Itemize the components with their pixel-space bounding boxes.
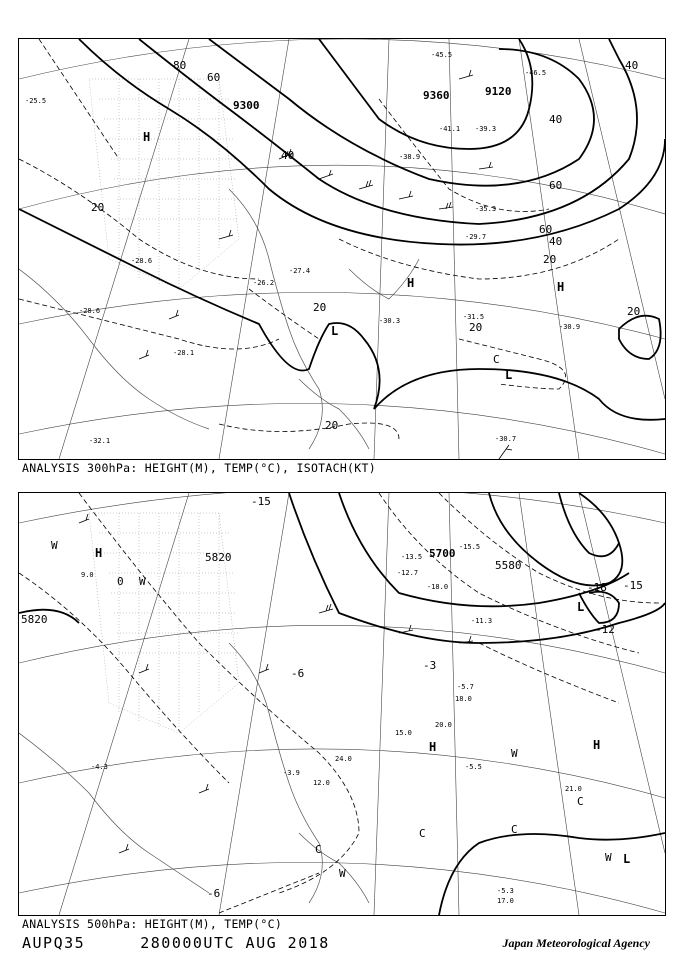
cold-center: C [511, 823, 518, 836]
cold-center: C [577, 795, 584, 808]
cold-center: C [493, 353, 500, 366]
stipple-area [89, 79, 239, 289]
latitude-grid [19, 493, 665, 913]
temp-value: -28.1 [173, 349, 195, 357]
contour-value: 20 [313, 301, 327, 314]
temperature-contours [19, 493, 659, 913]
station-value: 15.0 [395, 729, 412, 737]
temp-value: -28.6 [79, 307, 101, 315]
temp-contour-label: -6 [207, 887, 221, 900]
map-500hpa [18, 492, 666, 916]
temp-value: -25.5 [25, 97, 47, 105]
warm-center: W [139, 575, 146, 588]
low-center: L [623, 852, 631, 866]
temp-contour-label: -12 [595, 623, 615, 636]
isotach-label: 80 [173, 59, 187, 72]
isotach-label: 40 [625, 59, 639, 72]
station-value: -5.7 [457, 683, 474, 691]
station-value: 24.0 [335, 755, 352, 763]
isotach-label: 40 [549, 113, 563, 126]
high-center: H [95, 546, 103, 560]
high-center: H [143, 130, 151, 144]
station-value: 18.0 [455, 695, 472, 703]
low-center: L [505, 368, 513, 382]
station-value: -11.3 [471, 617, 493, 625]
temp-value: -26.2 [253, 279, 275, 287]
chart-id-footer [22, 934, 330, 952]
chart-code: AUPQ35 [22, 934, 86, 952]
height-label-5700: 5700 [429, 547, 456, 560]
height-label-5820: 5820 [21, 613, 48, 626]
high-center: H [407, 276, 415, 290]
isotach-label: 40 [549, 235, 563, 248]
height-label-5820: 5820 [205, 551, 232, 564]
temp-value: -30.9 [559, 323, 581, 331]
high-center: H [593, 738, 601, 752]
low-center: L [331, 324, 339, 338]
station-value: 21.0 [565, 785, 582, 793]
height-label-9120: 9120 [485, 85, 512, 98]
isotach-label: 40 [281, 149, 295, 162]
warm-center: W [339, 867, 346, 880]
temp-value: -28.6 [131, 257, 153, 265]
low-center: L [577, 600, 585, 614]
temp-value: -38.9 [399, 153, 421, 161]
height-contours [19, 493, 665, 915]
height-contours [19, 39, 665, 420]
high-center: H [429, 740, 437, 754]
longitude-grid [59, 493, 665, 915]
temp-contour-label: -18 [587, 581, 607, 594]
station-value: -3.9 [283, 769, 300, 777]
longitude-grid [59, 39, 665, 459]
temp-value: -39.3 [475, 125, 497, 133]
height-label-9360: 9360 [423, 89, 450, 102]
isotach-label: 20 [543, 253, 557, 266]
station-value: -12.7 [397, 569, 419, 577]
stipple-area [89, 513, 239, 733]
isotach-label: 20 [91, 201, 105, 214]
temp-value: -27.4 [289, 267, 311, 275]
temp-value: -30.7 [495, 435, 517, 443]
station-value: -5.5 [465, 763, 482, 771]
agency-name: Japan Meteorological Agency [502, 936, 650, 950]
warm-center: W [51, 539, 58, 552]
station-value: -13.5 [401, 553, 423, 561]
caption-500hpa: ANALYSIS 500hPa: HEIGHT(M), TEMP(°C) [22, 917, 283, 931]
cold-center: C [419, 827, 426, 840]
height-label-9300: 9300 [233, 99, 260, 112]
isotach-label: 60 [539, 223, 553, 236]
temp-contour-label: -3 [423, 659, 437, 672]
contour-value: 20 [469, 321, 483, 334]
station-value: -15.5 [459, 543, 481, 551]
temp-value: -41.1 [439, 125, 461, 133]
temp-value: -45.5 [431, 51, 453, 59]
cold-center: C [315, 843, 322, 856]
station-value: 20.0 [435, 721, 452, 729]
coastlines [19, 189, 419, 449]
contour-value: 20 [325, 419, 339, 432]
temp-value: -46.5 [525, 69, 547, 77]
isotach-label: 60 [207, 71, 221, 84]
isotach-label: 20 [627, 305, 641, 318]
map-300hpa [18, 38, 666, 460]
temp-contour-label: -15 [251, 495, 271, 508]
isotach-label: 60 [549, 179, 563, 192]
coastlines [19, 643, 369, 903]
station-value: 12.0 [313, 779, 330, 787]
temp-contour-label: -15 [623, 579, 643, 592]
high-center: H [557, 280, 565, 294]
temp-value: -35.3 [475, 205, 497, 213]
station-value: -4.3 [91, 763, 108, 771]
temp-contour-label: 0 [117, 575, 124, 588]
station-value: -5.3 [497, 887, 514, 895]
station-value: -18.0 [427, 583, 449, 591]
map-300hpa-canvas [19, 39, 665, 459]
temp-value: -31.5 [463, 313, 485, 321]
temp-contour-label: -6 [291, 667, 305, 680]
map-500hpa-canvas [19, 493, 665, 915]
warm-center: W [511, 747, 518, 760]
latitude-grid [19, 39, 665, 454]
warm-center: W [605, 851, 612, 864]
analysis-datetime: 280000UTC AUG 2018 [140, 934, 330, 952]
temp-value: -29.7 [465, 233, 487, 241]
caption-300hpa: ANALYSIS 300hPa: HEIGHT(M), TEMP(°C), ISOTACH(KT) [22, 461, 376, 475]
temp-value: -32.1 [89, 437, 111, 445]
station-value: 17.0 [497, 897, 514, 905]
height-label-5580: 5580 [495, 559, 522, 572]
station-value: 9.0 [81, 571, 94, 579]
temp-value: -30.3 [379, 317, 401, 325]
